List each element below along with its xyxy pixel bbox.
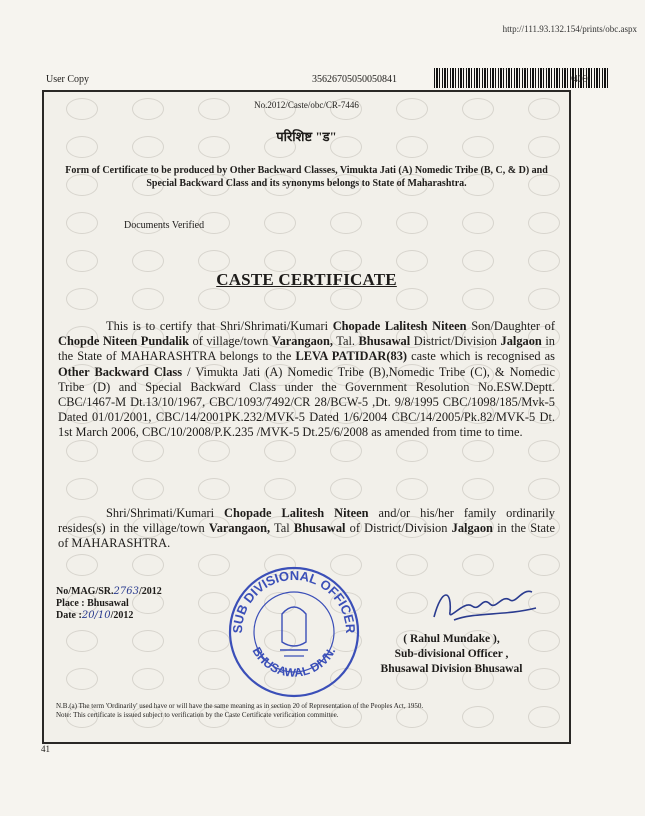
print-url: http://111.93.132.154/prints/obc.aspx xyxy=(502,24,637,34)
district-name: Jalgaon xyxy=(500,334,542,349)
p2-text-b: and/or his/her family ordinarily resides(s) in the village/town xyxy=(58,506,555,536)
copy-row xyxy=(46,68,605,90)
p2-district-name: Jalgaon xyxy=(451,521,493,536)
p2-text-e: in the State of MAHARASHTRA. xyxy=(58,521,555,551)
page-number: 41 xyxy=(41,744,50,754)
p2-text-c: Tal xyxy=(270,521,294,536)
p1-text-g: caste which is recognised as xyxy=(407,349,555,364)
p2-text-a: Shri/Shrimati/Kumari xyxy=(106,506,225,520)
documents-verified: Documents Verified xyxy=(124,220,205,231)
p1-text-d: Tal. xyxy=(332,334,359,349)
issue-number-label: No/MAG/SR. xyxy=(56,586,114,597)
svg-text:SUB DIVISIONAL OFFICER: SUB DIVISIONAL OFFICER xyxy=(229,567,359,634)
p2-taluka-name: Bhusawal xyxy=(293,521,346,536)
certificate-title: CASTE CERTIFICATE xyxy=(216,270,397,289)
document-number: 35626705050050841 xyxy=(312,74,397,85)
official-seal-icon xyxy=(224,562,364,702)
residence-paragraph xyxy=(58,506,555,552)
officer-name: ( Rahul Mundake ), xyxy=(403,633,500,645)
issue-number-year: /2012 xyxy=(138,586,162,597)
issue-date-label: Date : xyxy=(56,610,82,621)
taluka-name: Bhusawal xyxy=(358,334,411,349)
certificate-frame xyxy=(42,90,571,744)
certificate-number: No.2012/Caste/obc/CR-7446 xyxy=(254,100,359,110)
signature-icon xyxy=(424,582,544,627)
p1-text-e: District/Division xyxy=(410,334,501,349)
issue-date xyxy=(56,610,162,622)
p1-text-a: This is to certify that Shri/Shrimati/Kumari xyxy=(106,319,333,333)
officer-block xyxy=(344,632,559,677)
officer-title: Sub-divisional Officer , xyxy=(394,648,509,660)
p1-text-c: of village/town xyxy=(188,334,272,349)
father-name: Chopde Niteen Pundalik xyxy=(58,334,189,349)
footnote-nb: N.B.(a) The term 'Ordinarily' used have or will have the same meaning as in section 20 of Representation of the Peoples Act, 1950. xyxy=(56,702,424,710)
caste-category: Other Backward Class xyxy=(58,364,183,379)
svg-text:BHUSAWAL DIVN.: BHUSAWAL DIVN. xyxy=(249,644,339,680)
issue-details xyxy=(56,586,162,622)
caste-name: LEVA PATIDAR(83) xyxy=(295,349,408,364)
issue-date-handwritten: 20/10 xyxy=(81,610,111,621)
serial-number: /409 xyxy=(570,74,588,85)
village-name: Varangaon, xyxy=(271,334,333,349)
issue-number xyxy=(56,586,162,598)
certification-paragraph xyxy=(58,319,555,441)
officer-division: Bhusawal Division Bhusawal xyxy=(380,663,523,675)
p2-holder-name: Chopade Lalitesh Niteen xyxy=(224,506,369,520)
holder-name: Chopade Lalitesh Niteen xyxy=(332,319,467,333)
p2-village-name: Varangaon, xyxy=(208,521,271,536)
footnote xyxy=(56,702,557,720)
issue-number-handwritten: 2763 xyxy=(113,586,139,597)
footnote-note: Note: This certificate is issued subject to verification by the Caste Certificate verification committee. xyxy=(56,711,339,719)
form-title: Form of Certificate to be produced by Other Backward Classes, Vimukta Jati (A) Nomedic Tribe (B, C, & D) and Special Backward Class and its synonyms belongs to State of Maharashtra. xyxy=(65,165,548,189)
p1-text-h: / Vimukta Jati (A) Nomedic Tribe (B),Nomedic Tribe (C), & Nomedic Tribe (D) and Special Backward Class under the Government Resolution No.ESW.Deptt. CBC/1467-M Dt.13/10/1967, CBC/1093/7492/CR 28/BCW-5 ,Dt. 9/8/1995 CBC/1098/185/Mvk-5 Dated 01/01/2001, CBC/14/2001PK.232/MVK-5 Dated 1/6/2004 CBC/14/2005/Pk.82/MVK-5 Dt. 1st March 2006, CBC/10/2008/P.K.235 /MVK-5 Dt.25/6/2008 as amended from time to time. xyxy=(58,364,555,440)
issue-date-year: /2012 xyxy=(110,610,134,621)
appendix-heading: परिशिष्ट "ड" xyxy=(276,129,337,144)
issue-place: Place : Bhusawal xyxy=(56,598,129,609)
p1-text-b: Son/Daughter of xyxy=(466,319,555,333)
copy-label: User Copy xyxy=(46,74,90,85)
p1-text-f: in the State of MAHARASHTRA belongs to the xyxy=(58,334,555,364)
p2-text-d: of District/Division xyxy=(345,521,452,536)
certificate-content xyxy=(44,92,569,742)
